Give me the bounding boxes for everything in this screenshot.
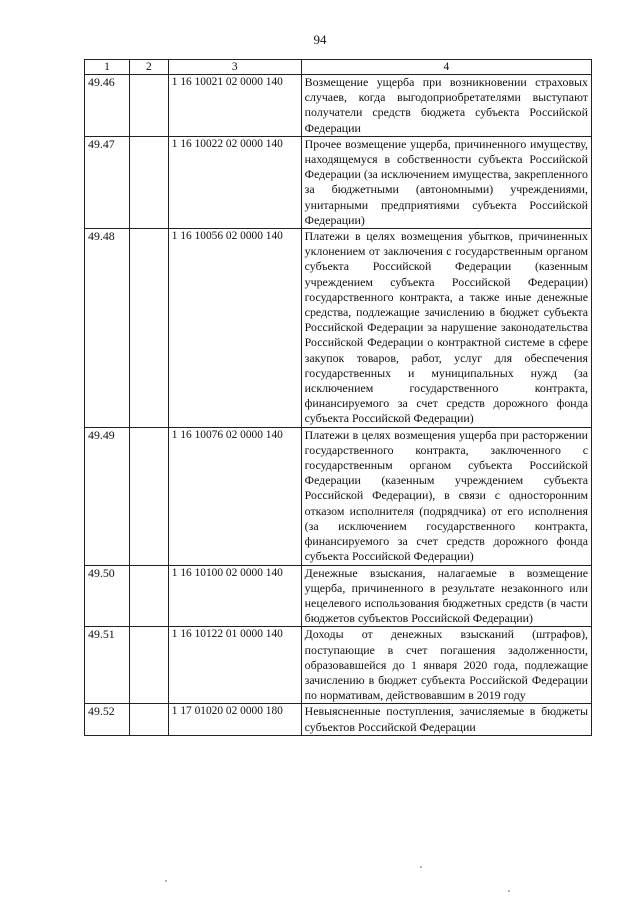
header-row: [85, 60, 592, 75]
row-number: 49.47: [85, 136, 130, 228]
table-header: [85, 60, 592, 75]
page-number: 94: [313, 32, 327, 47]
row-code: 1 16 10076 02 0000 140: [168, 427, 301, 565]
row-description: Платежи в целях возмещения убытков, причиненных уклонением от заключения с государственным органом субъекта Российской Федерации (казенным учреждением субъекта Российской Федерации) государственного контракта, а также иные денежные средства, подлежащие зачислению в бюджет субъекта Российской Федерации за нарушение законодательства Российской Федерации о контрактной системе в сфере закупок товаров, работ, услуг для обеспечения государственных и муниципальных нужд (за исключением государственного контракта, финансируемого за счет средств дорожного фонда субъекта Российской Федерации): [301, 229, 591, 428]
row-description: Денежные взыскания, налагаемые в возмещение ущерба, причиненного в результате незаконного или нецелевого использования бюджетных средств (в части бюджетов субъектов Российской Федерации): [301, 565, 591, 627]
table-row: [85, 427, 592, 565]
row-col2: [129, 704, 168, 735]
row-col2: [129, 229, 168, 428]
row-description: Платежи в целях возмещения ущерба при расторжении государственного контракта, заключенного с государственным органом субъекта Российской Федерации (казенным учреждением субъекта Российской Федерации), в связи с односторонним отказом исполнителя (подрядчика) от его исполнения (за исключением государственного контракта, финансируемого за счет средств дорожного фонда субъекта Российской Федерации): [301, 427, 591, 565]
row-code: 1 16 10022 02 0000 140: [168, 136, 301, 228]
row-number: 49.51: [85, 627, 130, 704]
row-number: 49.46: [85, 75, 130, 137]
table-body: [85, 75, 592, 736]
row-description: Невыясненные поступления, зачисляемые в бюджеты субъектов Российской Федерации: [301, 704, 591, 735]
row-number: 49.50: [85, 565, 130, 627]
row-description: Доходы от денежных взысканий (штрафов), поступающие в счет погашения задолженности, образовавшейся до 1 января 2020 года, подлежащие зачислению в бюджет субъекта Российской Федерации по нормативам, действовавшим в 2019 году: [301, 627, 591, 704]
scan-speck: [508, 890, 510, 892]
table-row: [85, 136, 592, 228]
row-code: 1 16 10122 01 0000 140: [168, 627, 301, 704]
row-code: 1 16 10100 02 0000 140: [168, 565, 301, 627]
header-col-4: 4: [301, 60, 591, 75]
table-row: [85, 627, 592, 704]
table-row: [85, 229, 592, 428]
row-col2: [129, 75, 168, 137]
row-number: 49.52: [85, 704, 130, 735]
table-row: [85, 75, 592, 137]
table-row: [85, 704, 592, 735]
row-col2: [129, 627, 168, 704]
header-col-1: 1: [85, 60, 130, 75]
row-code: 1 16 10021 02 0000 140: [168, 75, 301, 137]
row-col2: [129, 427, 168, 565]
table-row: [85, 565, 592, 627]
row-code: 1 17 01020 02 0000 180: [168, 704, 301, 735]
scan-speck: [420, 866, 422, 868]
header-col-3: 3: [168, 60, 301, 75]
row-code: 1 16 10056 02 0000 140: [168, 229, 301, 428]
row-col2: [129, 565, 168, 627]
budget-classification-table: [84, 59, 592, 736]
header-col-2: 2: [129, 60, 168, 75]
row-number: 49.48: [85, 229, 130, 428]
row-description: Прочее возмещение ущерба, причиненного имуществу, находящемуся в собственности субъекта Российской Федерации (за исключением имущества, закрепленного за бюджетными (автономными) учреждениями, унитарными предприятиями субъекта Российской Федерации): [301, 136, 591, 228]
row-description: Возмещение ущерба при возникновении страховых случаев, когда выгодоприобретателями выступают получатели средств бюджета субъекта Российской Федерации: [301, 75, 591, 137]
scan-speck: [165, 880, 167, 882]
row-number: 49.49: [85, 427, 130, 565]
row-col2: [129, 136, 168, 228]
